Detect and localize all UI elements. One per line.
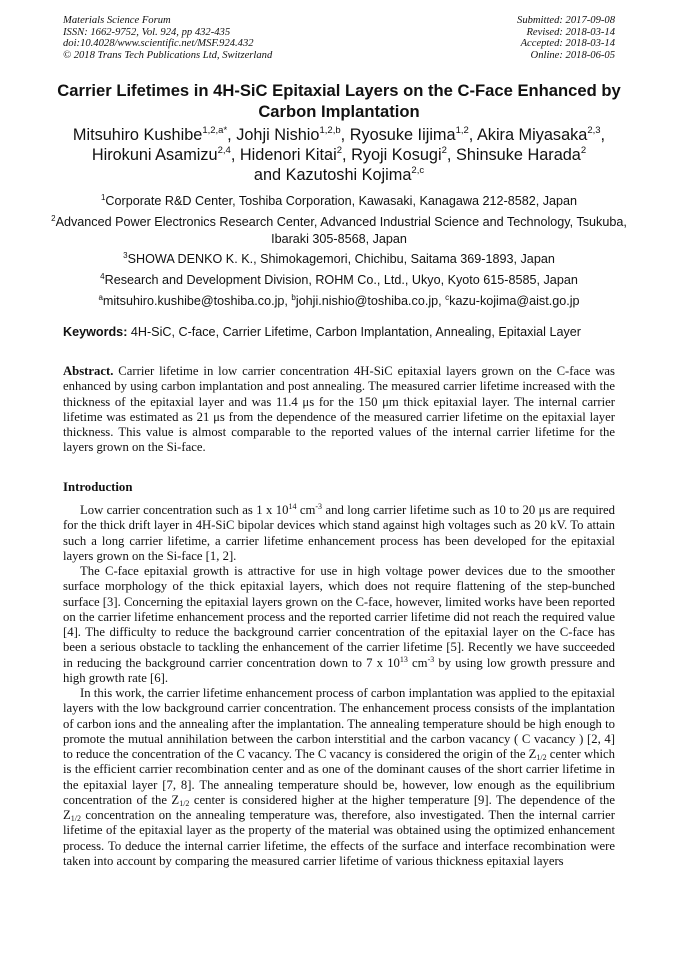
email-line: $^a$mitsuhiro.kushibe@toshiba.co.jp, $^b$johji.nishio@toshiba.co.jp, $^c$kazu-kojima@aist.go.jp (98, 293, 580, 308)
author-name: Mitsuhiro Kushibe (72, 126, 203, 144)
text-run: concentration on the annealing temperature was, therefore, also investigated. Then the internal carrier lifetime of the epitaxial layer as the property of the material was obtained using the optimized enhancement process. To deduce the internal carrier lifetime, the effects of the surface and interface recombination were taken into account by comparing the measured carrier lifetime of various thickness epitaxial layers (63, 808, 615, 868)
text-run: Low carrier concentration such as 1 x 10 (80, 503, 289, 517)
author-conjunction: and (253, 166, 282, 185)
introduction-heading: Introduction (63, 480, 133, 494)
affiliation-text: Corporate R&D Center, Toshiba Corporation, Kawasaki, Kanagawa 212-8582, Japan (105, 194, 578, 208)
keywords-line (63, 324, 581, 340)
author-affiliation-sup: 2 (580, 145, 587, 157)
author-affiliation-sup: 2 (441, 145, 447, 157)
author-name: Kazutoshi Kojima (285, 166, 412, 185)
affiliation-text: SHOWA DENKO K. K., Shimokagemori, Chichibu, Saitama 369-1893, Japan (127, 252, 555, 266)
affiliation-text: Advanced Power Electronics Research Center, Advanced Industrial Science and Technology, Tsukuba, Ibaraki 305-8568, Japan (55, 215, 627, 246)
email-sup: a (98, 293, 103, 302)
exponent: 13 (399, 654, 408, 664)
author-affiliation-sup: 1,2,a* (202, 125, 228, 136)
text-run: by using low growth pressure and high growth rate [6]. (63, 655, 615, 685)
author-affiliation-sup: 2,3 (587, 125, 601, 136)
author-name: Akira Miyasaka (476, 126, 588, 144)
affiliation-1 (40, 193, 638, 210)
text-run: and long carrier lifetime such as 10 to 20 μs are required for the thick drift layer in 4H-SiC bipolar devices which stand against high voltages such as 20 kV. To attain such a long carrier lifetime, a carrier lifetime enhancement process has been developed for the epitaxial layers grown on the Si-face [1, 2]. (63, 503, 615, 563)
paper-title: Carrier Lifetimes in 4H-SiC Epitaxial Layers on the C-Face Enhanced by Carbon Implantation (57, 81, 621, 121)
intro-paragraph-2 (63, 564, 615, 686)
text-run: The C-face epitaxial growth is attractive for use in high voltage power devices due to the smoother surface morphology of the thick epitaxial layers, which does not require flattening of the step-bunched surface [3]. Concerning the epitaxial layers grown on the C-face, however, limited works have been reported on the carrier lifetime enhancement process and the reported carrier lifetime did not reach the required value [4]. The difficulty to reduce the background carrier concentration of the epitaxial layer on the C-face has been a serious obstacle to tackling the enhancement of the carrier lifetime [5]. Recently we have succeeded in reducing the background carrier concentration down to 7 x 10 (63, 564, 615, 670)
affiliation-3 (40, 251, 638, 268)
text-run: center which is the efficient carrier recombination center and as one of the dominant causes of the short carrier lifetime in the epitaxial layer [7, 8]. The annealing temperature should be, however, low enough as the equilibrium concentration of the Z (63, 747, 615, 807)
email-sup: b (291, 293, 296, 302)
intro-paragraph-1 (63, 503, 615, 564)
text-run: cm (296, 503, 316, 517)
abstract-label: Abstract. (63, 364, 114, 378)
text-run: In this work, the carrier lifetime enhancement process of carbon implantation was applied to the epitaxial layers with the low background carrier concentration. The enhancement process consists of the implantation of carbon ions and the annealing after the implantation. The annealing temperature should be high enough to promote the mutual annihilation between the carbon interstitial and the carbon vacancy ( C vacancy ) [2, 4] to reduce the concentration of the C vacancy. The C vacancy is considered the origin of the Z (63, 686, 615, 761)
date-accepted: Accepted: 2018-03-14 (520, 38, 615, 50)
journal-copyright: © 2018 Trans Tech Publications Ltd, Switzerland (63, 49, 273, 61)
dates-header (517, 15, 615, 61)
author-name: Ryoji Kosugi (351, 146, 442, 165)
author-name: Shinsuke Harada (455, 146, 581, 165)
affiliation-sup: 3 (123, 251, 128, 260)
author-affiliation-sup: 2,4 (217, 145, 231, 157)
author-affiliation-sup: 2 (336, 145, 343, 157)
abstract-text: Carrier lifetime in low carrier concentration 4H-SiC epitaxial layers grown on the C-face was enhanced by using carbon implantation and post annealing. The measured carrier lifetime increased with the thickness of the epitaxial layer and was 11.4 μs for the 150 μm thick epitaxial layer. The internal carrier lifetime was estimated as 21 μs from the dependence of the measured carrier lifetime on the epitaxial layer thickness. This value is almost comparable to the reported values of the internal carrier lifetime for the layers grown on the Si-face. (63, 364, 615, 455)
introduction-body (63, 503, 615, 869)
exponent: -3 (315, 502, 323, 511)
date-submitted: Submitted: 2017-09-08 (517, 15, 615, 26)
affiliation-sup: 4 (100, 272, 105, 281)
author-list: Mitsuhiro Kushibe$^{1,2,a*}$, Johji Nishio$^{1,2,b}$, Ryosuke Iijima$^{1,2}$, Akira Miyasaka$^{2,3}$, Hirokuni Asamizu$^{2,4}$, Hidenori Kitai$^2$, Ryoji Kosugi$^2$, Shinsuke Harada$^2$ and Kazutoshi Kojima$^{2,c}$ (72, 125, 606, 185)
author-name: Ryosuke Iijima (349, 126, 456, 144)
intro-paragraph-3 (63, 686, 615, 869)
author-name: Hidenori Kitai (239, 146, 337, 165)
journal-header (63, 15, 272, 61)
author-name: Johji Nishio (236, 126, 320, 144)
exponent: 14 (288, 502, 297, 511)
keywords-label: Keywords: (63, 325, 128, 339)
email-address: mitsuhiro.kushibe@toshiba.co.jp (102, 294, 285, 308)
journal-doi: doi:10.4028/www.scientific.net/MSF.924.432 (63, 38, 254, 50)
affiliation-sup: 2 (51, 214, 56, 223)
date-online: Online: 2018-06-05 (530, 49, 615, 61)
author-name: Hirokuni Asamizu (91, 146, 218, 165)
journal-name: Materials Science Forum (63, 15, 171, 26)
abstract-paragraph (63, 364, 615, 456)
affiliation-2 (40, 214, 638, 247)
email-address: kazu-kojima@aist.go.jp (449, 294, 580, 308)
author-affiliation-sup: 2,c (411, 165, 425, 177)
abstract (63, 364, 615, 456)
journal-issn: ISSN: 1662-9752, Vol. 924, pp 432-435 (63, 26, 231, 38)
author-affiliation-sup: 1,2,b (319, 125, 341, 136)
subscript: 1/2 (536, 753, 547, 762)
author-affiliation-sup: 1,2 (455, 125, 469, 136)
affiliation-text: Research and Development Division, ROHM Co., Ltd., Ukyo, Kyoto 615-8585, Japan (104, 273, 578, 287)
text-run: cm (407, 655, 428, 670)
email-sup: c (445, 293, 450, 302)
subscript: 1/2 (70, 814, 81, 823)
subscript: 1/2 (179, 798, 190, 808)
date-revised: Revised: 2018-03-14 (526, 26, 615, 38)
keywords-text: 4H-SiC, C-face, Carrier Lifetime, Carbon Implantation, Annealing, Epitaxial Layer (130, 325, 581, 339)
exponent: -3 (427, 654, 435, 664)
affiliation-sup: 1 (100, 193, 106, 202)
affiliation-4 (40, 272, 638, 289)
text-run: center is considered higher at the higher temperature [9]. The dependence of the Z (63, 792, 615, 822)
email-address: johji.nishio@toshiba.co.jp (295, 294, 439, 308)
